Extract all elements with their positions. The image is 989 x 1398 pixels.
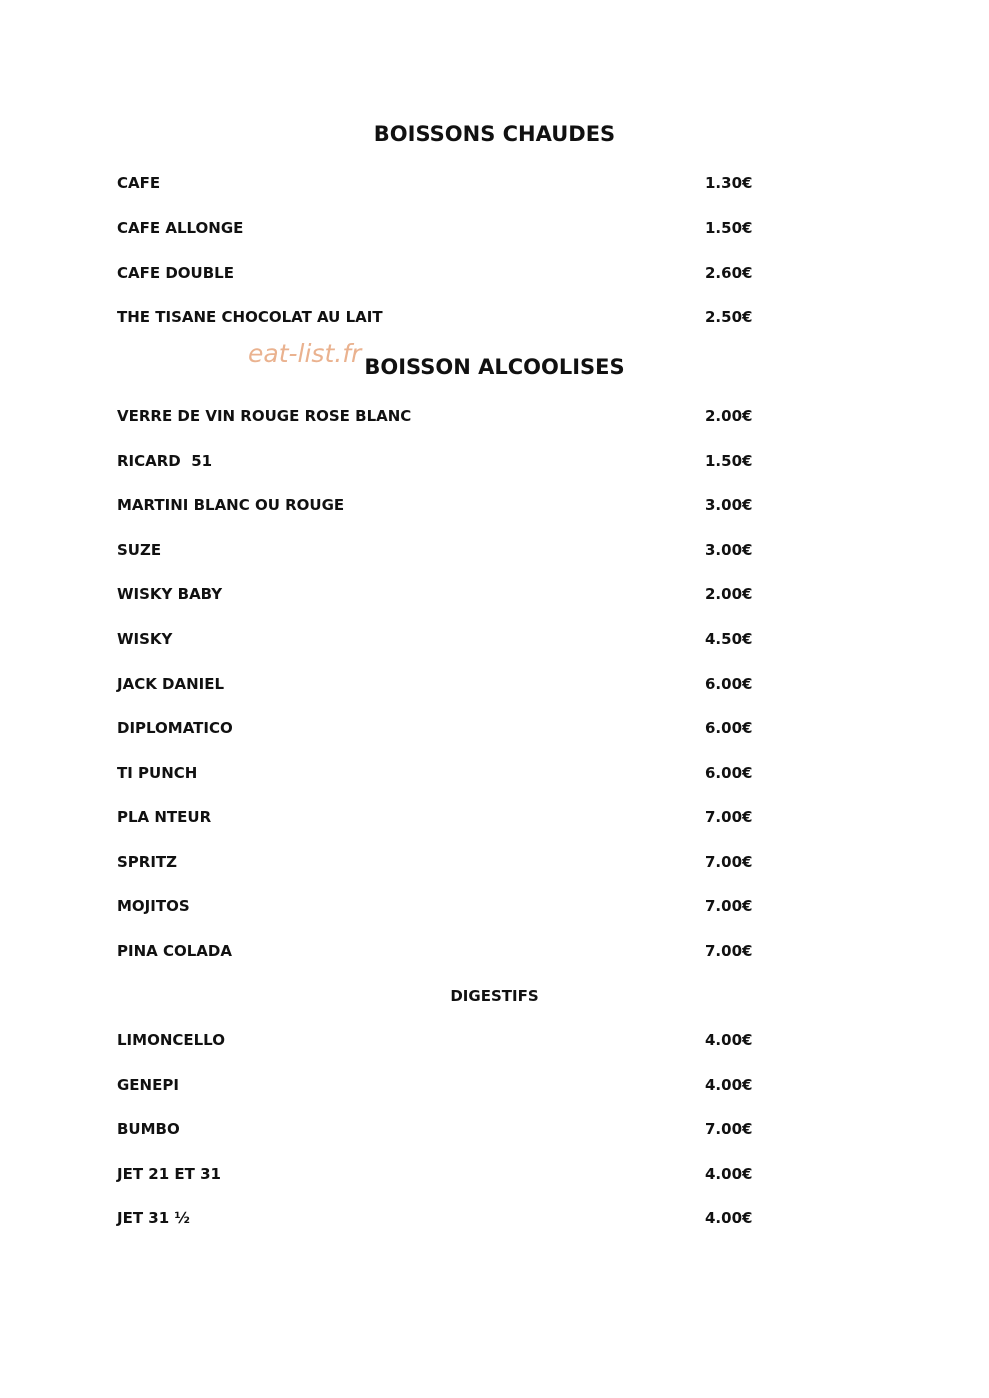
menu-item [117,262,757,284]
item-name: MARTINI BLANC OU ROUGE [117,496,345,514]
item-name: SPRITZ [117,853,178,871]
menu-item [117,1029,757,1051]
item-price: 4.00€ [705,1209,753,1227]
item-name: LIMONCELLO [117,1031,225,1049]
item-price: 1.50€ [705,219,753,237]
item-price: 4.00€ [705,1031,753,1049]
item-price: 7.00€ [705,897,753,915]
item-price: 3.00€ [705,541,753,559]
menu-item [117,494,757,516]
item-price: 2.50€ [705,308,753,326]
item-name: TI PUNCH [117,764,198,782]
item-price: 2.00€ [705,585,753,603]
item-name: JET 21 ET 31 [117,1165,221,1183]
item-price: 7.00€ [705,808,753,826]
item-price: 4.00€ [705,1076,753,1094]
item-name: THE TISANE CHOCOLAT AU LAIT [117,308,383,326]
item-name: PINA COLADA [117,942,232,960]
item-price: 6.00€ [705,719,753,737]
item-price: 2.60€ [705,264,753,282]
menu-item [117,806,757,828]
item-name: JACK DANIEL [117,675,225,693]
menu-item [117,306,757,328]
item-price: 1.30€ [705,174,753,192]
item-name: CAFE [117,174,161,192]
item-name: JET 31 ½ [117,1209,190,1227]
menu-item [117,450,757,472]
item-name: GENEPI [117,1076,179,1094]
item-name: CAFE DOUBLE [117,264,234,282]
menu-item [117,583,757,605]
item-name: MOJITOS [117,897,190,915]
item-price: 6.00€ [705,675,753,693]
watermark-logo: eat-list.fr [248,339,362,368]
item-price: 4.00€ [705,1165,753,1183]
menu-item [117,673,757,695]
item-name: SUZE [117,541,162,559]
item-price: 7.00€ [705,942,753,960]
menu-item [117,851,757,873]
item-name: BUMBO [117,1120,180,1138]
menu-item [117,217,757,239]
item-price: 7.00€ [705,853,753,871]
item-price: 2.00€ [705,407,753,425]
menu-item [117,628,757,650]
menu-item [117,1207,757,1229]
menu-item [117,405,757,427]
menu-item [117,1074,757,1096]
item-price: 6.00€ [705,764,753,782]
item-name: WISKY BABY [117,585,223,603]
item-name: WISKY [117,630,173,648]
menu-item [117,940,757,962]
item-price: 4.50€ [705,630,753,648]
section-title-digestifs: DIGESTIFS [450,987,539,1005]
menu-item [117,895,757,917]
menu-item [117,172,757,194]
item-name: CAFE ALLONGE [117,219,244,237]
section-title-boissons-chaudes: BOISSONS CHAUDES [373,122,616,146]
item-name: RICARD 51 [117,452,213,470]
menu-item [117,762,757,784]
item-name: PLA NTEUR [117,808,212,826]
item-price: 7.00€ [705,1120,753,1138]
section-title-boisson-alcoolises: BOISSON ALCOOLISES [364,355,625,379]
menu-item [117,1118,757,1140]
item-name: VERRE DE VIN ROUGE ROSE BLANC [117,407,412,425]
menu-item [117,717,757,739]
item-name: DIPLOMATICO [117,719,233,737]
menu-item [117,1163,757,1185]
item-price: 1.50€ [705,452,753,470]
menu-item [117,539,757,561]
item-price: 3.00€ [705,496,753,514]
